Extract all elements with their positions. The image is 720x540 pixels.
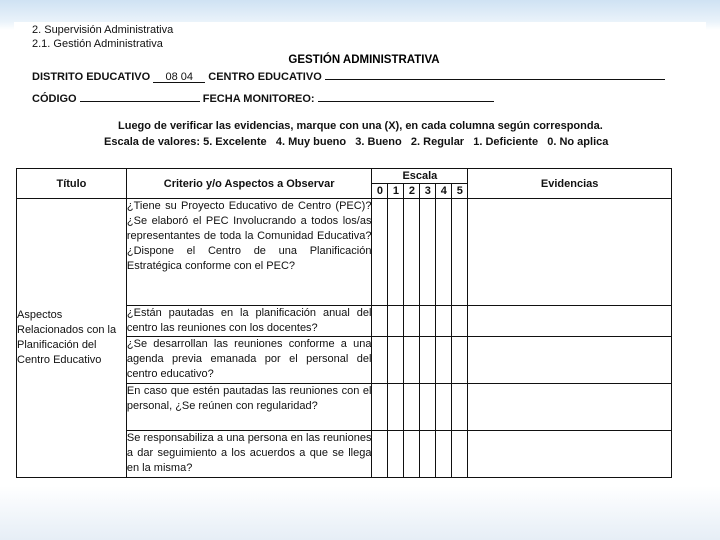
- scale-cell[interactable]: [404, 337, 420, 384]
- scale-cell[interactable]: [420, 384, 436, 431]
- table-row: [17, 199, 672, 306]
- scale-cell[interactable]: [388, 431, 404, 478]
- scale-cell[interactable]: [404, 306, 420, 337]
- instruction-text: Luego de verificar las evidencias, marque con una (X), en cada columna según corresponda.: [118, 120, 603, 132]
- evidencias-cell[interactable]: [468, 384, 672, 431]
- fecha-label: FECHA MONITOREO:: [202, 93, 315, 105]
- scale-cell[interactable]: [452, 431, 468, 478]
- scale-cell[interactable]: [452, 384, 468, 431]
- scale-cell[interactable]: [420, 199, 436, 306]
- col-header-evidencias: Evidencias: [468, 169, 672, 199]
- scale-cell[interactable]: [404, 199, 420, 306]
- scale-cell[interactable]: [372, 431, 388, 478]
- scale-cell[interactable]: [436, 306, 452, 337]
- scale-cell[interactable]: [388, 306, 404, 337]
- criterio-cell: ¿Se desarrollan las reuniones conforme a una agenda previa emanada por el personal del centro educativo?: [126, 337, 372, 384]
- scale-cell[interactable]: [452, 199, 468, 306]
- scale-cell[interactable]: [388, 199, 404, 306]
- scale-cell[interactable]: [372, 337, 388, 384]
- scale-cell[interactable]: [388, 337, 404, 384]
- distrito-label: DISTRITO EDUCATIVO: [32, 71, 151, 83]
- centro-field[interactable]: [325, 68, 665, 80]
- codigo-field[interactable]: [80, 90, 200, 102]
- scale-cell[interactable]: [420, 431, 436, 478]
- evidencias-cell[interactable]: [468, 199, 672, 306]
- codigo-label: CÓDIGO: [32, 93, 77, 105]
- criterio-cell: En caso que estén pautadas las reuniones con el personal, ¿Se reúnen con regularidad?: [126, 384, 372, 431]
- col-header-criterio: Criterio y/o Aspectos a Observar: [126, 169, 372, 199]
- fecha-field[interactable]: [318, 90, 494, 102]
- scale-cell[interactable]: [388, 384, 404, 431]
- scale-cell[interactable]: [372, 384, 388, 431]
- document-title: GESTIÓN ADMINISTRATIVA: [288, 54, 440, 66]
- section-heading-2: 2.1. Gestión Administrativa: [32, 38, 163, 50]
- document-sheet: [14, 22, 706, 486]
- scale-cell[interactable]: [404, 431, 420, 478]
- criterio-cell: ¿Están pautadas en la planificación anual del centro las reuniones con los docentes?: [126, 306, 372, 337]
- slide-bottom-band: [0, 486, 720, 540]
- scale-number: 5: [452, 184, 468, 199]
- section-heading-1: 2. Supervisión Administrativa: [32, 24, 174, 36]
- scale-cell[interactable]: [372, 199, 388, 306]
- criterio-cell: ¿Tiene su Proyecto Educativo de Centro (PEC)? ¿Se elaboró el PEC Involucrando a todos los/as representantes de toda la Comunidad Educativa? ¿Dispone el Centro de una Planificación Estratégica conforme con el PEC?: [126, 199, 372, 306]
- distrito-field[interactable]: [153, 71, 205, 83]
- scale-cell[interactable]: [372, 306, 388, 337]
- col-header-escala: Escala: [372, 169, 468, 184]
- scale-number: 4: [436, 184, 452, 199]
- scale-number: 0: [372, 184, 388, 199]
- titulo-cell: Aspectos Relacionados con la Planificación del Centro Educativo: [17, 199, 127, 478]
- scale-cell[interactable]: [436, 199, 452, 306]
- scale-legend-values: 5. Excelente 4. Muy bueno 3. Bueno 2. Regular 1. Deficiente 0. No aplica: [203, 136, 609, 148]
- scale-cell[interactable]: [436, 431, 452, 478]
- scale-cell[interactable]: [420, 337, 436, 384]
- evaluation-table: [16, 168, 672, 478]
- evidencias-cell[interactable]: [468, 431, 672, 478]
- centro-label: CENTRO EDUCATIVO: [208, 71, 322, 83]
- scale-legend: [104, 136, 608, 148]
- evidencias-cell[interactable]: [468, 337, 672, 384]
- scale-cell[interactable]: [436, 384, 452, 431]
- scale-number: 1: [388, 184, 404, 199]
- codigo-row: [32, 90, 494, 105]
- col-header-titulo: Título: [17, 169, 127, 199]
- evidencias-cell[interactable]: [468, 306, 672, 337]
- scale-number: 2: [404, 184, 420, 199]
- distrito-value: 08 04: [165, 71, 193, 83]
- criterio-cell: Se responsabiliza a una persona en las reuniones a dar seguimiento a los acuerdos a que se llega en la misma?: [126, 431, 372, 478]
- scale-legend-prefix: Escala de valores:: [104, 136, 201, 148]
- distrito-row: [32, 68, 665, 83]
- scale-cell[interactable]: [420, 306, 436, 337]
- scale-number: 3: [420, 184, 436, 199]
- scale-cell[interactable]: [404, 384, 420, 431]
- scale-cell[interactable]: [452, 337, 468, 384]
- scale-cell[interactable]: [436, 337, 452, 384]
- scale-cell[interactable]: [452, 306, 468, 337]
